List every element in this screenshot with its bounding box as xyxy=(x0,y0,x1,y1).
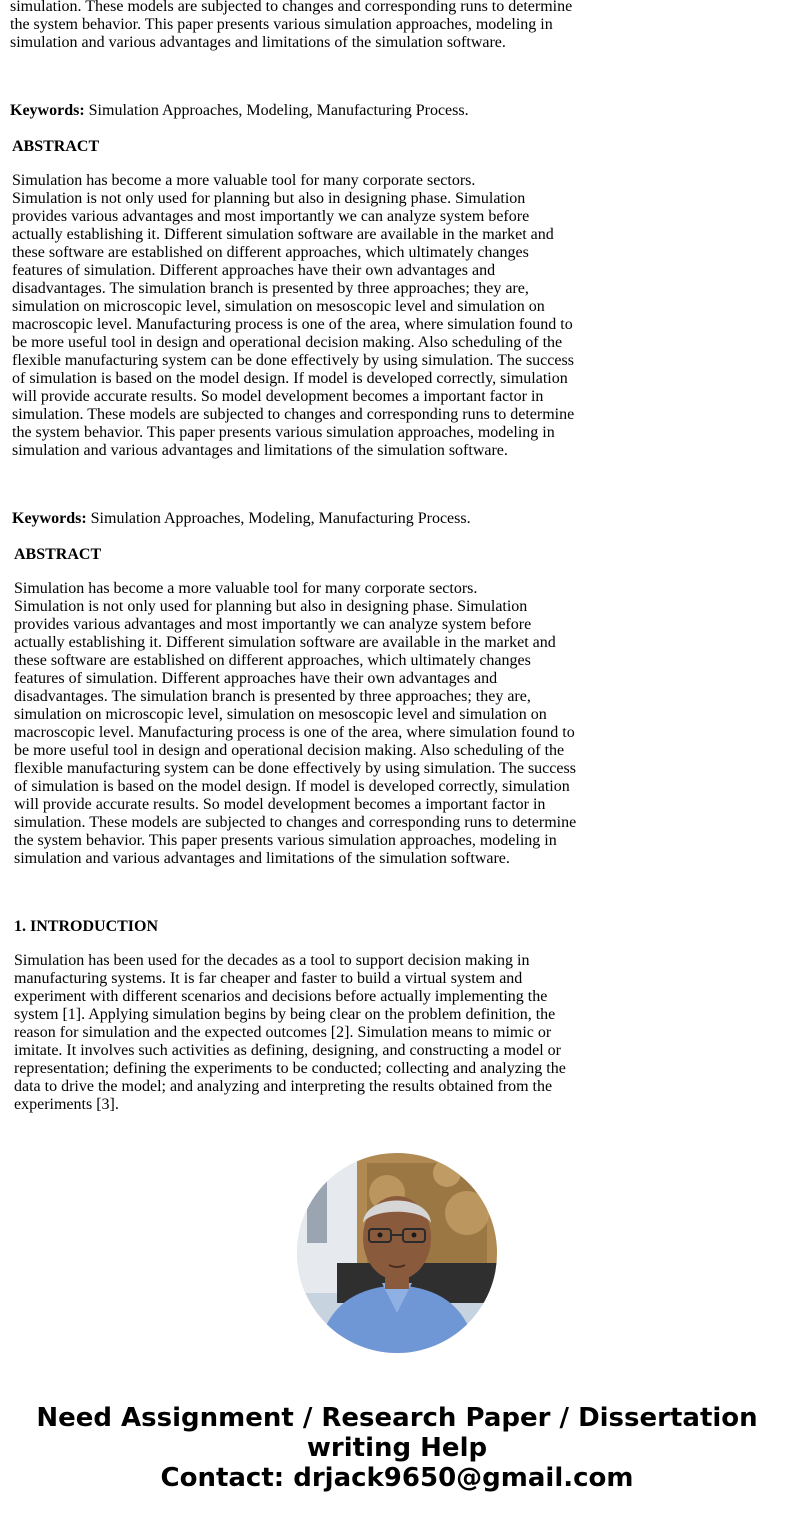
abstract-heading-2: ABSTRACT xyxy=(14,546,102,563)
keywords-text: Simulation Approaches, Modeling, Manufacturing Process. xyxy=(84,102,469,119)
promo-line-1: Need Assignment / Research Paper / Dissertation xyxy=(36,1403,758,1433)
author-avatar xyxy=(297,1153,497,1353)
abstract-fragment-top xyxy=(10,0,585,52)
abstract-fragment-text: simulation. These models are subjected to changes and corresponding runs to determine the system behavior. This paper presents various simulation approaches, modeling in simulation and various advantages and limitations of the simulation software. xyxy=(10,0,573,51)
keywords-label: Keywords: xyxy=(10,102,85,119)
introduction-body xyxy=(14,952,589,1114)
keywords-text: Simulation Approaches, Modeling, Manufacturing Process. xyxy=(86,510,471,527)
keywords-label: Keywords: xyxy=(12,510,87,527)
keywords-line-2 xyxy=(12,510,587,528)
abstract-body-1 xyxy=(12,172,587,460)
abstract-body-2 xyxy=(14,580,589,868)
promo-contact: Contact: drjack9650@gmail.com xyxy=(160,1463,634,1493)
introduction-body-text: Simulation has been used for the decades as a tool to support decision making in manufacturing systems. It is far cheaper and faster to build a virtual system and experiment with different scenarios and decisions before actually implementing the system [1]. Applying simulation begins by being clear on the problem definition, the reason for simulation and the expected outcomes [2]. Simulation means to mimic or imitate. It involves such activities as defining, designing, and constructing a model or representation; defining the experiments to be conducted; collecting and analyzing the data to drive the model; and analyzing and interpreting the results obtained from the experiments [3]. xyxy=(14,952,566,1113)
introduction-heading: 1. INTRODUCTION xyxy=(14,918,159,935)
promo-line-2: writing Help xyxy=(306,1433,488,1463)
promo-banner xyxy=(0,1403,794,1493)
author-portrait-image xyxy=(297,1153,497,1353)
abstract-body-text: Simulation has become a more valuable tool for many corporate sectors. Simulation is not only used for planning but also in designing phase. Simulation provides various advantages and most importantly we can analyze system before actually establishing it. Different simulation software are available in the market and these software are established on different approaches, which ultimately changes features of simulation. Different approaches have their own advantages and disadvantages. The simulation branch is presented by three approaches; they are, simulation on microscopic level, simulation on mesoscopic level and simulation on macroscopic level. Manufacturing process is one of the area, where simulation found to be more useful tool in design and operational decision making. Also scheduling of the flexible manufacturing system can be done effectively by using simulation. The success of simulation is based on the model design. If model is developed correctly, simulation will provide accurate results. So model development becomes a important factor in simulation. These models are subjected to changes and corresponding runs to determine the system behavior. This paper presents various simulation approaches, modeling in simulation and various advantages and limitations of the simulation software. xyxy=(12,172,575,459)
abstract-heading-1: ABSTRACT xyxy=(12,138,100,155)
keywords-line-1 xyxy=(10,102,585,120)
abstract-body-text: Simulation has become a more valuable tool for many corporate sectors. Simulation is not only used for planning but also in designing phase. Simulation provides various advantages and most importantly we can analyze system before actually establishing it. Different simulation software are available in the market and these software are established on different approaches, which ultimately changes features of simulation. Different approaches have their own advantages and disadvantages. The simulation branch is presented by three approaches; they are, simulation on microscopic level, simulation on mesoscopic level and simulation on macroscopic level. Manufacturing process is one of the area, where simulation found to be more useful tool in design and operational decision making. Also scheduling of the flexible manufacturing system can be done effectively by using simulation. The success of simulation is based on the model design. If model is developed correctly, simulation will provide accurate results. So model development becomes a important factor in simulation. These models are subjected to changes and corresponding runs to determine the system behavior. This paper presents various simulation approaches, modeling in simulation and various advantages and limitations of the simulation software. xyxy=(14,580,577,867)
